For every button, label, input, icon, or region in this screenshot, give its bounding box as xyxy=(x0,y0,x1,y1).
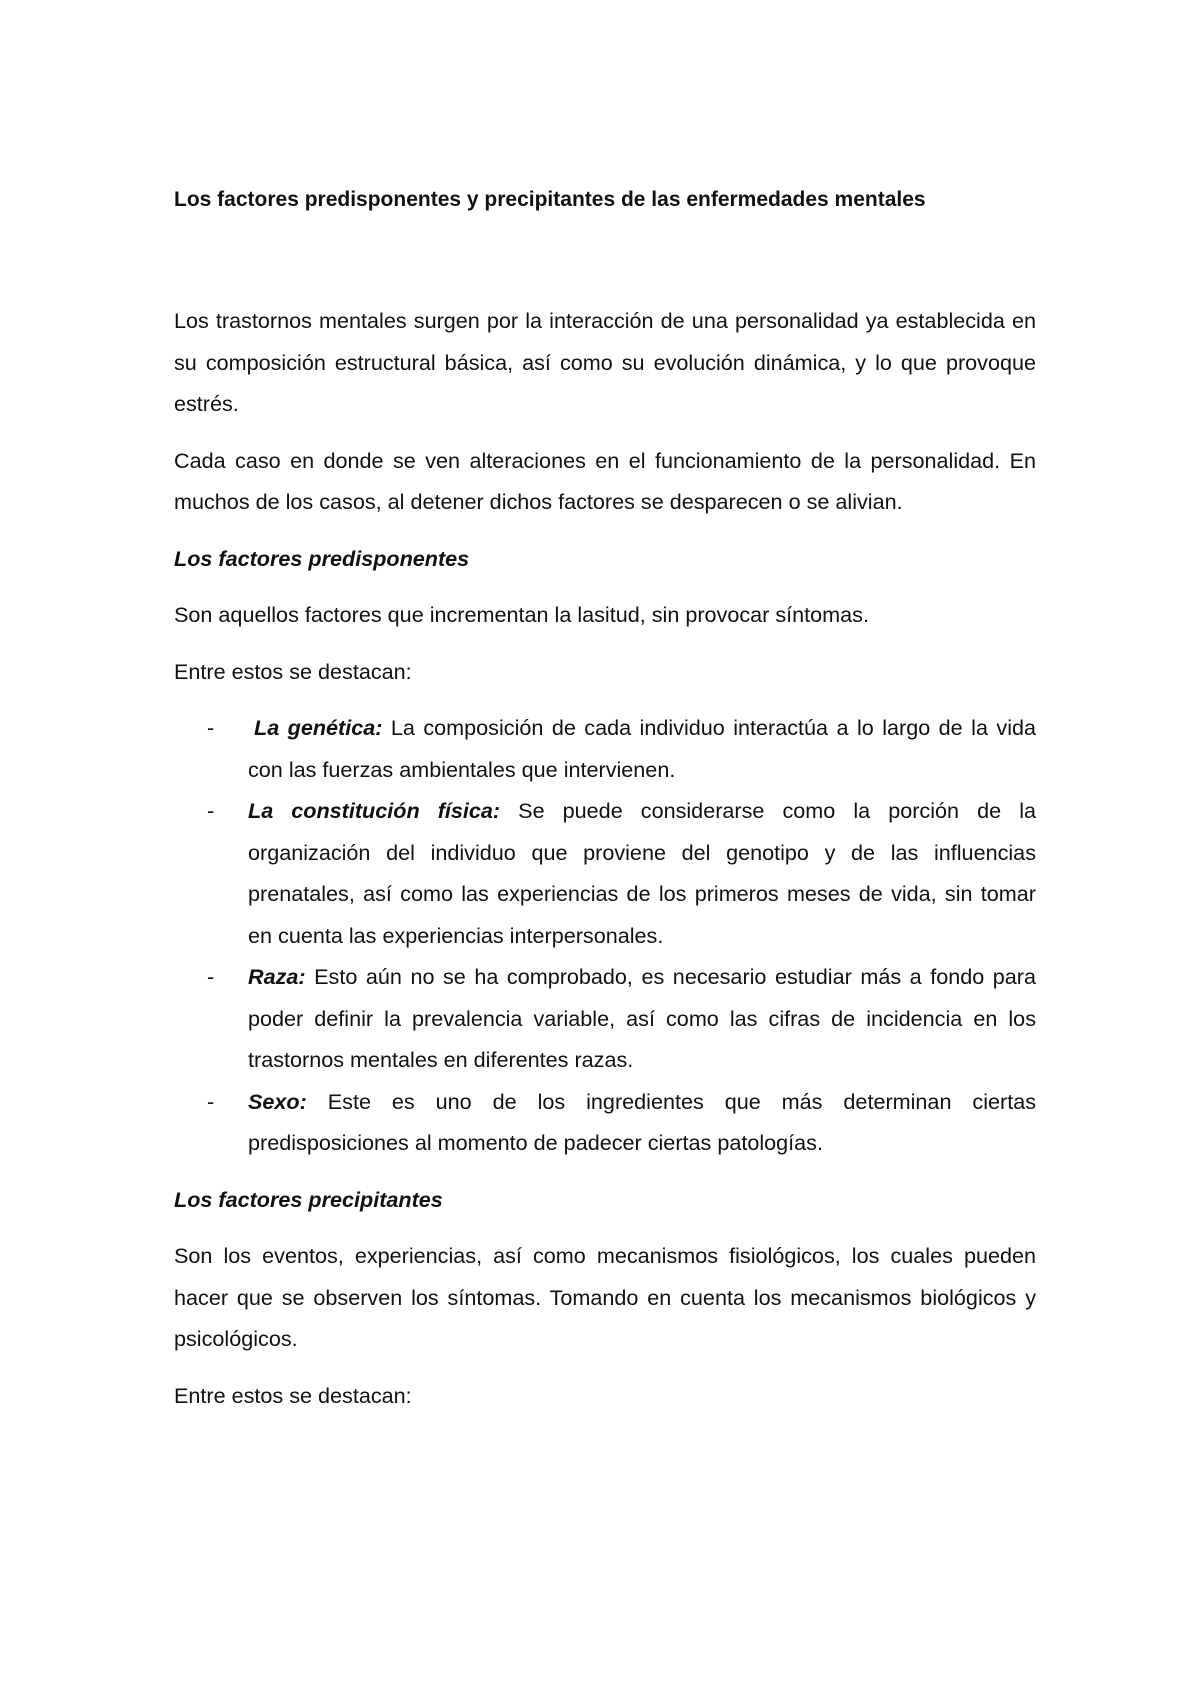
list-dash: - xyxy=(207,798,215,823)
precipitantes-definition: Son los eventos, experiencias, así como mecanismos fisiológicos, los cuales pueden hacer que se observen los síntomas. Tomando en cuenta los mecanismos biológicos y psicológicos. xyxy=(174,1243,1036,1351)
list-item-term: Sexo: xyxy=(248,1088,307,1114)
list-dash: - xyxy=(207,1088,215,1114)
predisponentes-list xyxy=(174,707,1036,1164)
list-item-text: Se puede considerarse como la porción de la organización del individuo que proviene del genotipo y de las influencias prenatales, así como las experiencias de los primeros meses de vida, sin tomar en cuenta las experiencias interpersonales. xyxy=(248,798,1036,948)
list-item-term: Raza: xyxy=(248,964,306,989)
section-heading-predisponentes: Los factores predisponentes xyxy=(174,545,470,571)
list-item-term: La genética: xyxy=(254,715,383,740)
list-dash: - xyxy=(207,964,215,989)
intro-paragraph-2: Cada caso en donde se ven alteraciones en el funcionamiento de la personalidad. En muchos de los casos, al detener dichos factores se desparecen o se alivian. xyxy=(174,447,1036,514)
list-dash: - xyxy=(207,715,215,740)
document-title: Los factores predisponentes y precipitantes de las enfermedades mentales xyxy=(174,188,926,211)
list-item-text: Este es uno de los ingredientes que más determinan ciertas predisposiciones al momento de padecer ciertas patologías. xyxy=(248,1088,1036,1155)
list-item-constitucion-fisica xyxy=(174,790,1036,956)
precipitantes-lead: Entre estos se destacan: xyxy=(174,1382,412,1408)
predisponentes-lead: Entre estos se destacan: xyxy=(174,658,412,684)
list-item-term: La constitución física: xyxy=(248,798,501,823)
section-heading-precipitantes: Los factores precipitantes xyxy=(174,1186,443,1212)
list-item-sexo xyxy=(174,1081,1036,1164)
document-body xyxy=(174,300,1036,1431)
intro-paragraph-1: Los trastornos mentales surgen por la interacción de una personalidad ya establecida en su composición estructural básica, así como su evolución dinámica, y lo que provoque estrés. xyxy=(174,308,1036,416)
list-item-raza xyxy=(174,956,1036,1081)
predisponentes-definition: Son aquellos factores que incrementan la lasitud, sin provocar síntomas. xyxy=(174,602,869,627)
list-item-text: Esto aún no se ha comprobado, es necesario estudiar más a fondo para poder definir la prevalencia variable, así como las cifras de incidencia en los trastornos mentales en diferentes razas. xyxy=(248,964,1036,1072)
list-item-genetica xyxy=(174,707,1036,790)
list-item-text: La composición de cada individuo interactúa a lo largo de la vida con las fuerzas ambientales que intervienen. xyxy=(248,715,1037,782)
